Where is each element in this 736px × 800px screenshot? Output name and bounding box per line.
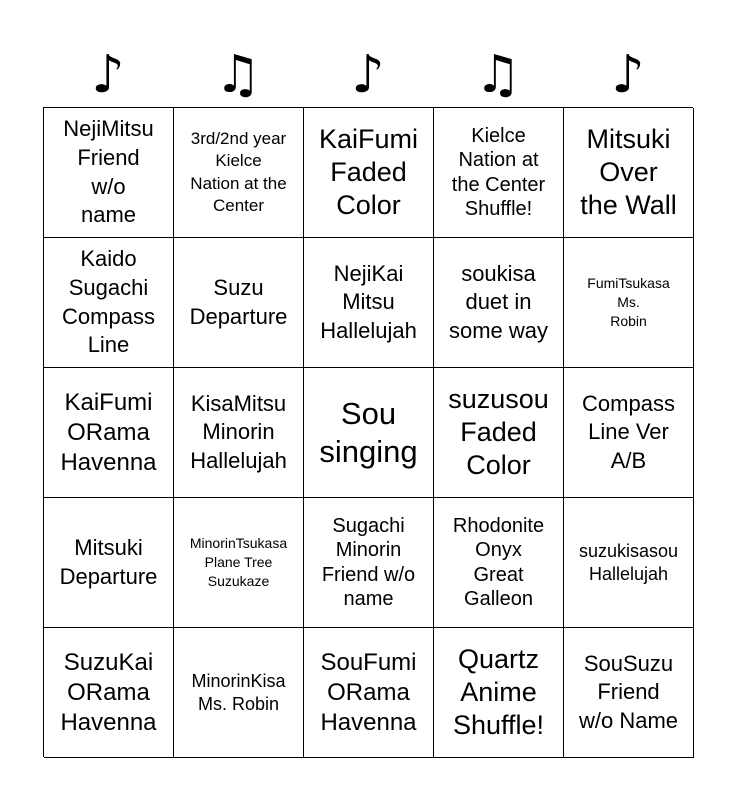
beamed-notes-icon: ♫ [214,45,262,105]
cell-text: Compass Line Ver A/B [582,390,675,473]
bingo-cell[interactable] [564,498,694,628]
cell-text: KisaMitsu Minorin Hallelujah [190,390,287,473]
bingo-cell[interactable] [564,368,694,498]
cell-text: Sugachi Minorin Friend w/o name [321,514,416,610]
bingo-cell[interactable] [44,238,174,368]
bingo-cell[interactable] [434,108,564,238]
cell-text: SouSuzu Friend w/o Name [578,650,679,733]
bingo-cell[interactable] [564,238,694,368]
bingo-cell[interactable] [174,108,304,238]
cell-text: KaiFumi ORama Havenna [60,388,157,476]
bingo-cell[interactable] [174,628,304,758]
cell-text: SuzuKai ORama Havenna [60,648,157,736]
bingo-cell[interactable] [304,108,434,238]
cell-text: NejiKai Mitsu Hallelujah [320,260,417,343]
bingo-cell[interactable] [44,368,174,498]
cell-text: MinorinKisa Ms. Robin [191,671,286,714]
bingo-grid [43,107,693,757]
bingo-cell[interactable] [44,628,174,758]
cell-text: suzusou Faded Color [448,384,549,480]
cell-text: Suzu Departure [189,274,288,329]
cell-text: SouFumi ORama Havenna [320,648,417,736]
cell-text: suzukisasou Hallelujah [578,541,679,584]
bingo-cell[interactable] [564,628,694,758]
cell-text: NejiMitsu Friend w/o name [63,116,154,228]
cell-text: soukisa duet in some way [448,260,549,343]
music-note-icon: ♪ [91,45,125,105]
bingo-header [43,42,693,108]
cell-text: Kaido Sugachi Compass Line [62,246,155,358]
bingo-cell[interactable] [434,238,564,368]
bingo-cell[interactable] [434,628,564,758]
bingo-cell[interactable] [304,238,434,368]
music-note-icon: ♪ [611,45,645,105]
music-note-icon: ♪ [351,45,385,105]
cell-text: Quartz Anime Shuffle! [452,644,545,740]
cell-text: Mitsuki Departure [59,534,158,589]
bingo-cell[interactable] [304,498,434,628]
cell-text: Mitsuki Over the Wall [580,124,677,220]
bingo-cell[interactable] [564,108,694,238]
cell-text: Sou singing [319,396,418,469]
bingo-cell[interactable] [174,368,304,498]
cell-text: KaiFumi Faded Color [318,124,419,220]
bingo-cell[interactable] [174,238,304,368]
beamed-notes-icon: ♫ [474,45,522,105]
bingo-cell[interactable] [304,628,434,758]
cell-text: FumiTsukasa Ms. Robin [587,275,670,329]
cell-text: Rhodonite Onyx Great Galleon [452,514,545,610]
cell-text: Kielce Nation at the Center Shuffle! [451,124,546,220]
bingo-cell[interactable] [304,368,434,498]
bingo-cell[interactable] [44,108,174,238]
bingo-cell[interactable] [434,368,564,498]
cell-text: MinorinTsukasa Plane Tree Suzukaze [189,535,288,589]
bingo-cell[interactable] [44,498,174,628]
bingo-cell[interactable] [434,498,564,628]
bingo-cell[interactable] [174,498,304,628]
cell-text: 3rd/2nd year Kielce Nation at the Center [190,129,287,215]
